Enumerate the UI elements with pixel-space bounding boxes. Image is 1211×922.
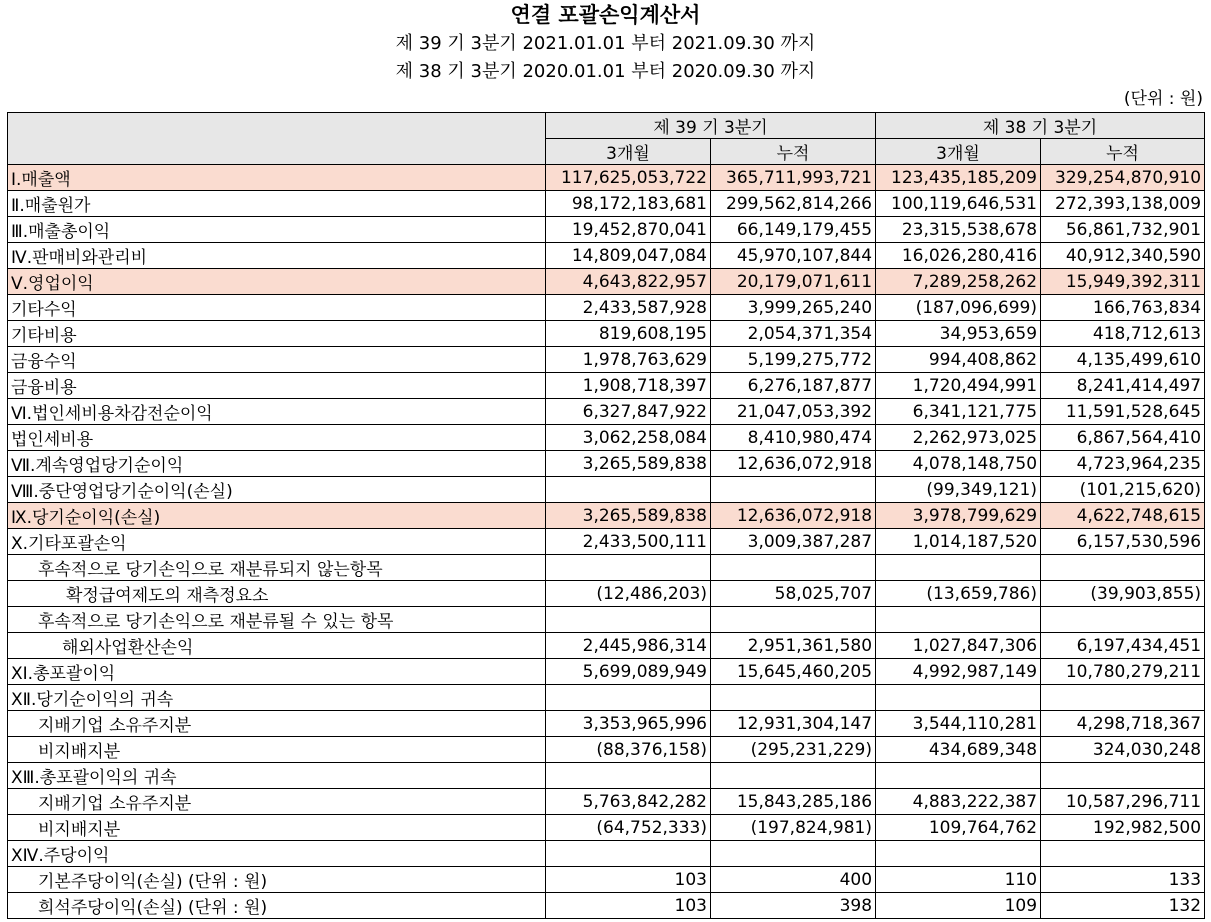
value-cell	[876, 841, 1041, 867]
value-cell: 133	[1041, 867, 1205, 893]
value-cell: 110	[876, 867, 1041, 893]
table-row	[8, 217, 1205, 243]
value-cell: 3,999,265,240	[711, 295, 876, 321]
subcol-header: 3개월	[876, 139, 1041, 165]
value-cell: 4,883,222,387	[876, 789, 1041, 815]
document-title: 연결 포괄손익계산서	[510, 3, 701, 27]
value-cell: 2,433,500,111	[546, 529, 711, 555]
value-cell: 418,712,613	[1041, 321, 1205, 347]
value-cell: 3,265,589,838	[546, 503, 711, 529]
value-cell: 3,978,799,629	[876, 503, 1041, 529]
value-cell: 272,393,138,009	[1041, 191, 1205, 217]
value-cell: 2,445,986,314	[546, 633, 711, 659]
value-cell	[876, 555, 1041, 581]
value-cell: 103	[546, 893, 711, 919]
value-cell: 12,636,072,918	[711, 451, 876, 477]
value-cell	[711, 555, 876, 581]
value-cell	[546, 841, 711, 867]
value-cell: 324,030,248	[1041, 737, 1205, 763]
table-row	[8, 477, 1205, 503]
row-label: Ⅶ.계속영업당기순이익	[8, 451, 546, 477]
value-cell: 5,199,275,772	[711, 347, 876, 373]
value-cell: 109	[876, 893, 1041, 919]
table-row	[8, 685, 1205, 711]
value-cell: 365,711,993,721	[711, 165, 876, 191]
value-cell: 14,809,047,084	[546, 243, 711, 269]
subcol-header: 누적	[711, 139, 876, 165]
row-label: 확정급여제도의 재측정요소	[8, 581, 546, 607]
table-row	[8, 815, 1205, 841]
value-cell: (88,376,158)	[546, 737, 711, 763]
row-label: Ⅸ.당기순이익(손실)	[8, 503, 546, 529]
value-cell	[546, 607, 711, 633]
row-label: 기타수익	[8, 295, 546, 321]
value-cell	[1041, 607, 1205, 633]
value-cell: 299,562,814,266	[711, 191, 876, 217]
row-label: ⅩⅣ.주당이익	[8, 841, 546, 867]
value-cell: 58,025,707	[711, 581, 876, 607]
value-cell: 21,047,053,392	[711, 399, 876, 425]
value-cell	[711, 841, 876, 867]
value-cell: 5,763,842,282	[546, 789, 711, 815]
row-label: 기본주당이익(손실) (단위 : 원)	[8, 867, 546, 893]
value-cell: 400	[711, 867, 876, 893]
row-label: Ⅳ.판매비와관리비	[8, 243, 546, 269]
value-cell	[546, 555, 711, 581]
value-cell: 4,135,499,610	[1041, 347, 1205, 373]
table-row	[8, 789, 1205, 815]
subcol-header: 누적	[1041, 139, 1205, 165]
value-cell: 15,949,392,311	[1041, 269, 1205, 295]
value-cell: 109,764,762	[876, 815, 1041, 841]
value-cell: 6,157,530,596	[1041, 529, 1205, 555]
row-label: 금융비용	[8, 373, 546, 399]
table-row	[8, 529, 1205, 555]
row-label: 비지배지분	[8, 815, 546, 841]
value-cell: 1,978,763,629	[546, 347, 711, 373]
table-row	[8, 555, 1205, 581]
table-row	[8, 659, 1205, 685]
value-cell: 192,982,500	[1041, 815, 1205, 841]
table-row	[8, 763, 1205, 789]
value-cell	[546, 685, 711, 711]
value-cell: 3,265,589,838	[546, 451, 711, 477]
value-cell: 4,622,748,615	[1041, 503, 1205, 529]
value-cell: 12,636,072,918	[711, 503, 876, 529]
row-label: 지배기업 소유주지분	[8, 789, 546, 815]
value-cell: 6,276,187,877	[711, 373, 876, 399]
value-cell: 5,699,089,949	[546, 659, 711, 685]
value-cell: 20,179,071,611	[711, 269, 876, 295]
value-cell: (101,215,620)	[1041, 477, 1205, 503]
value-cell: 66,149,179,455	[711, 217, 876, 243]
value-cell	[1041, 763, 1205, 789]
group-header-prior: 제 38 기 3분기	[876, 113, 1205, 139]
value-cell: 123,435,185,209	[876, 165, 1041, 191]
table-row	[8, 607, 1205, 633]
value-cell: 117,625,053,722	[546, 165, 711, 191]
value-cell: 11,591,528,645	[1041, 399, 1205, 425]
value-cell: 1,720,494,991	[876, 373, 1041, 399]
value-cell	[876, 763, 1041, 789]
row-label: Ⅴ.영업이익	[8, 269, 546, 295]
value-cell	[1041, 841, 1205, 867]
table-row	[8, 711, 1205, 737]
row-label: Ⅷ.중단영업당기순이익(손실)	[8, 477, 546, 503]
value-cell: 6,867,564,410	[1041, 425, 1205, 451]
table-row	[8, 243, 1205, 269]
value-cell: 3,062,258,084	[546, 425, 711, 451]
value-cell: 7,289,258,262	[876, 269, 1041, 295]
value-cell: (13,659,786)	[876, 581, 1041, 607]
table-row	[8, 269, 1205, 295]
value-cell: 2,262,973,025	[876, 425, 1041, 451]
table-row	[8, 737, 1205, 763]
value-cell: (295,231,229)	[711, 737, 876, 763]
value-cell	[711, 763, 876, 789]
value-cell: 132	[1041, 893, 1205, 919]
row-label: Ⅰ.매출액	[8, 165, 546, 191]
value-cell: 1,014,187,520	[876, 529, 1041, 555]
value-cell: 398	[711, 893, 876, 919]
value-cell: (39,903,855)	[1041, 581, 1205, 607]
value-cell: 34,953,659	[876, 321, 1041, 347]
value-cell: 6,197,434,451	[1041, 633, 1205, 659]
table-row	[8, 321, 1205, 347]
table-row	[8, 451, 1205, 477]
table-row	[8, 373, 1205, 399]
row-label: 기타비용	[8, 321, 546, 347]
account-header	[8, 113, 546, 165]
row-label: 희석주당이익(손실) (단위 : 원)	[8, 893, 546, 919]
row-label: 후속적으로 당기손익으로 재분류될 수 있는 항목	[8, 607, 546, 633]
value-cell: 6,327,847,922	[546, 399, 711, 425]
row-label: 비지배지분	[8, 737, 546, 763]
table-row	[8, 347, 1205, 373]
value-cell: 6,341,121,775	[876, 399, 1041, 425]
row-label: ⅩⅡ.당기순이익의 귀속	[8, 685, 546, 711]
row-label: Ⅹ.기타포괄손익	[8, 529, 546, 555]
value-cell: 2,433,587,928	[546, 295, 711, 321]
table-row	[8, 867, 1205, 893]
group-header-current: 제 39 기 3분기	[546, 113, 876, 139]
value-cell: 3,353,965,996	[546, 711, 711, 737]
value-cell: 2,054,371,354	[711, 321, 876, 347]
table-row	[8, 503, 1205, 529]
value-cell: 4,643,822,957	[546, 269, 711, 295]
table-row	[8, 841, 1205, 867]
value-cell: 329,254,870,910	[1041, 165, 1205, 191]
value-cell: 103	[546, 867, 711, 893]
value-cell	[1041, 555, 1205, 581]
value-cell	[876, 607, 1041, 633]
value-cell	[546, 477, 711, 503]
row-label: 금융수익	[8, 347, 546, 373]
value-cell: 16,026,280,416	[876, 243, 1041, 269]
value-cell: 4,723,964,235	[1041, 451, 1205, 477]
value-cell: (64,752,333)	[546, 815, 711, 841]
row-label: 해외사업환산손익	[8, 633, 546, 659]
table-row	[8, 581, 1205, 607]
table-row	[8, 399, 1205, 425]
row-label: ⅩⅢ.총포괄이익의 귀속	[8, 763, 546, 789]
row-label: 후속적으로 당기손익으로 재분류되지 않는항목	[8, 555, 546, 581]
value-cell	[711, 607, 876, 633]
row-label: Ⅱ.매출원가	[8, 191, 546, 217]
table-row	[8, 425, 1205, 451]
table-row	[8, 633, 1205, 659]
value-cell	[546, 763, 711, 789]
value-cell: 15,645,460,205	[711, 659, 876, 685]
unit-label: (단위 : 원)	[1123, 89, 1203, 109]
income-statement-table	[7, 112, 1205, 919]
value-cell: 40,912,340,590	[1041, 243, 1205, 269]
value-cell: 2,951,361,580	[711, 633, 876, 659]
row-label: Ⅲ.매출총이익	[8, 217, 546, 243]
subcol-header: 3개월	[546, 139, 711, 165]
value-cell: 45,970,107,844	[711, 243, 876, 269]
value-cell: 100,119,646,531	[876, 191, 1041, 217]
value-cell: 15,843,285,186	[711, 789, 876, 815]
value-cell: (12,486,203)	[546, 581, 711, 607]
table-row	[8, 893, 1205, 919]
row-label: Ⅵ.법인세비용차감전순이익	[8, 399, 546, 425]
value-cell: (187,096,699)	[876, 295, 1041, 321]
table-row	[8, 295, 1205, 321]
value-cell: (197,824,981)	[711, 815, 876, 841]
value-cell	[876, 685, 1041, 711]
value-cell	[711, 477, 876, 503]
value-cell: 4,298,718,367	[1041, 711, 1205, 737]
value-cell: 98,172,183,681	[546, 191, 711, 217]
value-cell: 19,452,870,041	[546, 217, 711, 243]
value-cell: 1,027,847,306	[876, 633, 1041, 659]
value-cell: (99,349,121)	[876, 477, 1041, 503]
value-cell: 8,410,980,474	[711, 425, 876, 451]
value-cell	[711, 685, 876, 711]
table-row	[8, 191, 1205, 217]
row-label: 지배기업 소유주지분	[8, 711, 546, 737]
value-cell: 3,009,387,287	[711, 529, 876, 555]
row-label: 법인세비용	[8, 425, 546, 451]
value-cell	[1041, 685, 1205, 711]
value-cell: 1,908,718,397	[546, 373, 711, 399]
value-cell: 10,587,296,711	[1041, 789, 1205, 815]
value-cell: 56,861,732,901	[1041, 217, 1205, 243]
value-cell: 10,780,279,211	[1041, 659, 1205, 685]
value-cell: 4,078,148,750	[876, 451, 1041, 477]
value-cell: 23,315,538,678	[876, 217, 1041, 243]
value-cell: 434,689,348	[876, 737, 1041, 763]
value-cell: 3,544,110,281	[876, 711, 1041, 737]
value-cell: 12,931,304,147	[711, 711, 876, 737]
table-row	[8, 165, 1205, 191]
row-label: ⅩⅠ.총포괄이익	[8, 659, 546, 685]
value-cell: 4,992,987,149	[876, 659, 1041, 685]
period-prior: 제 38 기 3분기 2020.01.01 부터 2020.09.30 까지	[395, 61, 816, 82]
value-cell: 994,408,862	[876, 347, 1041, 373]
value-cell: 819,608,195	[546, 321, 711, 347]
value-cell: 166,763,834	[1041, 295, 1205, 321]
period-current: 제 39 기 3분기 2021.01.01 부터 2021.09.30 까지	[395, 33, 816, 54]
value-cell: 8,241,414,497	[1041, 373, 1205, 399]
